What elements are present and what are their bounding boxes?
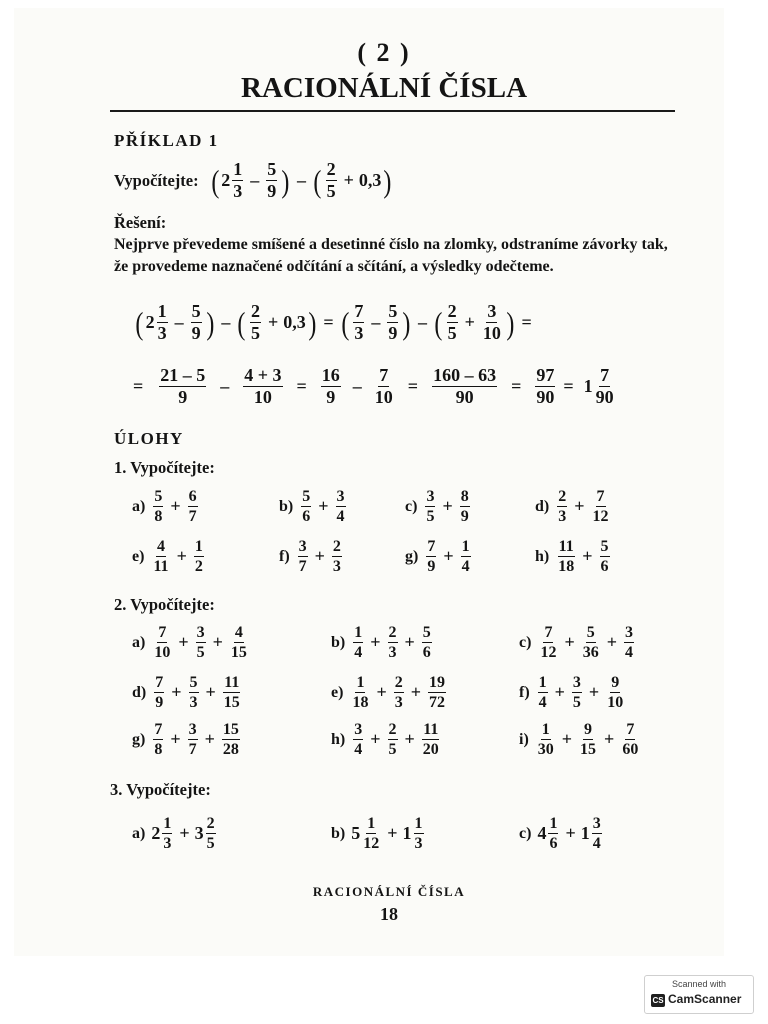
- solution-line-1: ( 2 1 3 – 5 9 ) – ( 2 5 + 0,3 ) = ( 7 3 – 5 9 ) – ( 2 5 + $\frac{3}{10}$ ) =: [135, 301, 532, 344]
- task-2-heading: 2. Vypočítejte:: [114, 595, 215, 614]
- operator: +: [370, 632, 381, 653]
- task-item-b: [279, 488, 348, 526]
- example-task: Vypočítejte: ( 2 1 3 – 5 9 ) – ( 2 5 + 0,3 ): [114, 159, 392, 202]
- item-label: a): [132, 824, 146, 842]
- solution-line-2: = $\frac{21 - 5}{9}$ – $\frac{4 + 3}{10}$ = $\frac{16}{9}$ – $\frac{7}{10}$ = $\frac{160 - 63}{90}$ = $\frac{97}{90}$ = 1 7 90: [133, 365, 614, 408]
- fraction: 1 4: [538, 674, 547, 712]
- mixed-whole: 5: [351, 823, 361, 844]
- task-item-h: [331, 721, 442, 759]
- operator: +: [212, 632, 223, 653]
- mixed-whole: 4: [537, 823, 547, 844]
- fraction: $\frac{1}{4}$: [461, 538, 470, 576]
- fraction: $\frac{1}{2}$: [194, 538, 203, 576]
- mixed-whole: 1: [402, 823, 412, 844]
- example-title: PŘÍKLAD 1: [114, 131, 219, 150]
- fraction: $\frac{5}{6}$: [600, 538, 609, 576]
- fraction: $\frac{3}{5}$: [196, 624, 205, 662]
- operator: +: [171, 682, 182, 703]
- task-item-a: [132, 815, 218, 853]
- fraction: $\frac{4}{15}$: [230, 624, 247, 662]
- tasks-title: ÚLOHY: [114, 429, 184, 448]
- task-item-e: [132, 538, 206, 576]
- item-label: f): [519, 683, 530, 701]
- operator: +: [205, 682, 216, 703]
- item-label: c): [519, 633, 532, 651]
- task-item-f: [519, 674, 626, 712]
- operator: +: [387, 823, 398, 844]
- operator: +: [343, 170, 354, 191]
- operator: +: [176, 546, 187, 567]
- fraction: 5 8: [154, 488, 163, 526]
- item-label: f): [279, 547, 290, 565]
- task-item-g: [132, 721, 242, 759]
- fraction: 3 7: [298, 538, 307, 576]
- task-item-d: [535, 488, 612, 526]
- task-item-a: [132, 488, 200, 526]
- fraction: $\frac{2}{5}$: [388, 721, 397, 759]
- fraction: 1 3: [233, 159, 243, 202]
- operator: –: [296, 170, 306, 191]
- task-item-c: [405, 488, 472, 526]
- fraction: $\frac{15}{28}$: [222, 721, 239, 759]
- operator: +: [404, 729, 415, 750]
- task-item-h: [535, 538, 612, 576]
- task-item-a: [132, 624, 250, 662]
- task-item-c: [519, 624, 636, 662]
- mixed-whole: 2: [151, 823, 161, 844]
- fraction: 1 6: [549, 815, 558, 853]
- item-label: c): [405, 497, 418, 515]
- page-number: 18: [380, 904, 398, 924]
- fraction: $\frac{11}{15}$: [223, 674, 240, 712]
- operator: +: [178, 632, 189, 653]
- fraction: 4 11: [153, 538, 169, 576]
- item-label: i): [519, 730, 529, 748]
- operator: +: [565, 823, 576, 844]
- fraction: 3 5: [426, 488, 435, 526]
- fraction: 2 3: [558, 488, 567, 526]
- fraction: 7 9: [155, 674, 164, 712]
- decimal: 0,3: [358, 170, 382, 191]
- mixed-whole: 2: [221, 170, 231, 191]
- operator: +: [170, 496, 181, 517]
- operator: +: [588, 682, 600, 703]
- operator: +: [318, 496, 329, 517]
- item-label: h): [535, 547, 550, 565]
- fraction: $\frac{3}{4}$: [336, 488, 345, 526]
- operator: +: [554, 682, 565, 703]
- operator: +: [204, 729, 215, 750]
- fraction: 7 8: [154, 721, 163, 759]
- task-3-heading: 3. Vypočítejte:: [110, 780, 211, 799]
- item-label: b): [331, 633, 346, 651]
- operator: +: [442, 496, 453, 517]
- chapter-title: RACIONÁLNÍ ČÍSLA: [240, 72, 528, 104]
- chapter-number: ( 2 ): [357, 38, 411, 67]
- fraction: 5 9: [267, 159, 277, 202]
- task-item-b: [331, 815, 426, 853]
- operator: +: [564, 632, 575, 653]
- fraction: 1 3: [163, 815, 172, 853]
- operator: +: [179, 823, 190, 844]
- operator: –: [250, 170, 260, 191]
- item-label: g): [405, 547, 419, 565]
- operator: +: [370, 729, 381, 750]
- task-item-b: [331, 624, 434, 662]
- operator: +: [170, 729, 181, 750]
- fraction: $\frac{9}{10}$: [607, 674, 624, 712]
- item-label: a): [132, 497, 146, 515]
- item-label: b): [279, 497, 294, 515]
- camscanner-watermark: [644, 975, 754, 1014]
- solution-text: Nejprve převedeme smíšené a desetinné číslo na zlomky, odstraníme závorky tak, že provedeme naznačené odčítání a sčítání, a výsledky odečteme.: [114, 236, 668, 275]
- fraction: 5 6: [302, 488, 311, 526]
- operator: +: [561, 729, 573, 750]
- fraction: $\frac{7}{12}$: [592, 488, 609, 526]
- fraction: $\frac{5}{36}$: [582, 624, 599, 662]
- item-label: c): [519, 824, 532, 842]
- fraction: $\frac{3}{5}$: [572, 674, 581, 712]
- item-label: b): [331, 824, 346, 842]
- operator: +: [604, 729, 615, 750]
- watermark-caption: Scanned with: [671, 979, 727, 989]
- fraction: 3 4: [592, 815, 601, 853]
- fraction: $\frac{5}{3}$: [189, 674, 198, 712]
- fraction: $\frac{2}{3}$: [388, 624, 397, 662]
- operator: +: [404, 632, 415, 653]
- fraction: $\frac{3}{7}$: [188, 721, 197, 759]
- item-label: e): [132, 547, 145, 565]
- fraction: $\frac{2}{3}$: [394, 674, 403, 712]
- operator: +: [314, 546, 325, 567]
- operator: +: [582, 546, 593, 567]
- camscanner-logo-icon: CS: [652, 996, 664, 1005]
- fraction: 1 18: [352, 674, 369, 712]
- fraction: $\frac{5}{6}$: [422, 624, 431, 662]
- watermark-brand: CamScanner: [668, 992, 742, 1006]
- operator: +: [410, 682, 421, 703]
- item-label: g): [132, 730, 146, 748]
- item-label: d): [132, 683, 147, 701]
- fraction: $\frac{3}{4}$: [624, 624, 633, 662]
- item-label: e): [331, 683, 344, 701]
- operator: +: [606, 632, 617, 653]
- fraction: $\frac{7}{60}$: [622, 721, 639, 759]
- fraction: 1 30: [537, 721, 554, 759]
- mixed-whole: 1: [580, 823, 590, 844]
- task-item-i: [519, 721, 641, 759]
- fraction: 11 18: [558, 538, 575, 576]
- item-label: d): [535, 497, 550, 515]
- title-rule: [110, 110, 675, 112]
- fraction: 7 12: [540, 624, 557, 662]
- fraction: $\frac{19}{72}$: [428, 674, 445, 712]
- running-title: RACIONÁLNÍ ČÍSLA: [312, 884, 466, 899]
- task-item-g: [405, 538, 473, 576]
- fraction: $\frac{6}{7}$: [188, 488, 197, 526]
- fraction: 7 10: [154, 624, 171, 662]
- example-prompt: Vypočítejte:: [114, 170, 199, 190]
- task-item-c: [519, 815, 604, 853]
- fraction: 7 9: [427, 538, 436, 576]
- fraction: 1 4: [354, 624, 363, 662]
- fraction: $\frac{8}{9}$: [460, 488, 469, 526]
- task-item-d: [132, 674, 243, 712]
- fraction: $\frac{9}{15}$: [580, 721, 597, 759]
- task-item-e: [331, 674, 448, 712]
- fraction: 1 3: [414, 815, 423, 853]
- item-label: h): [331, 730, 346, 748]
- solution-label: Řešení:: [114, 213, 167, 232]
- task-item-f: [279, 538, 344, 576]
- fraction: $\frac{11}{20}$: [422, 721, 439, 759]
- operator: +: [574, 496, 585, 517]
- mixed-whole: 3: [194, 823, 204, 844]
- fraction: 3 4: [354, 721, 363, 759]
- fraction: 1 12: [363, 815, 380, 853]
- operator: +: [376, 682, 387, 703]
- fraction: 2 5: [326, 159, 336, 202]
- item-label: a): [132, 633, 146, 651]
- task-1-heading: 1. Vypočítejte:: [114, 458, 215, 477]
- operator: +: [443, 546, 454, 567]
- fraction: 2 5: [206, 815, 215, 853]
- fraction: $\frac{2}{3}$: [332, 538, 341, 576]
